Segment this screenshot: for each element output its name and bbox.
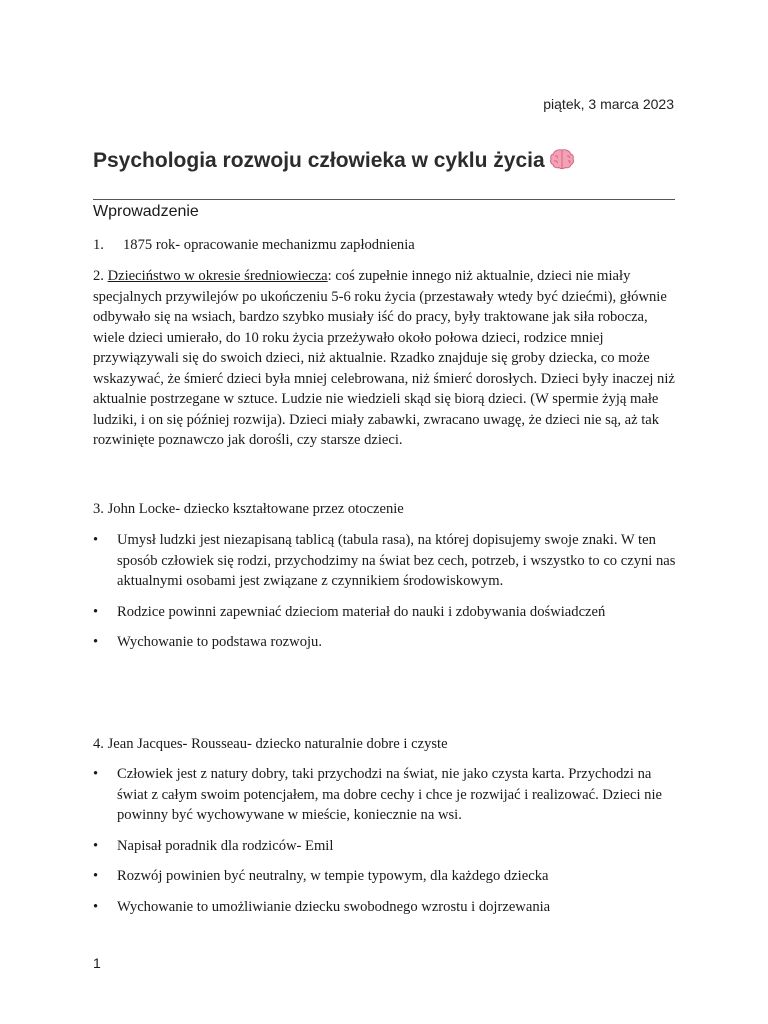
list-item-1 [93, 235, 678, 256]
bullet-icon: • [93, 634, 99, 650]
list-item-heading: Dzieciństwo w okresie średniowiecza [107, 268, 328, 284]
item-4-heading: 4. Jean Jacques- Rousseau- dziecko naturalnie dobre i czyste [93, 736, 448, 752]
list-item [93, 602, 678, 623]
date-label: piątek, 3 marca 2023 [543, 96, 674, 112]
bullet-icon: • [93, 766, 99, 782]
list-item-number: 1. [93, 237, 104, 253]
list-item [93, 836, 678, 857]
bullet-text: Napisał poradnik dla rodziców- Emil [117, 837, 334, 854]
list-item-text: 1875 rok- opracowanie mechanizmu zapłodnienia [123, 237, 415, 253]
list-item [93, 866, 678, 887]
list-item [93, 897, 678, 918]
title-divider [93, 199, 675, 200]
list-item-2 [93, 266, 678, 451]
page-title [93, 148, 575, 176]
list-item [93, 530, 678, 592]
bullet-text: Wychowanie to podstawa rozwoju. [117, 634, 322, 650]
page-title-text: Psychologia rozwoju człowieka w cyklu życia [93, 149, 545, 172]
bullet-text: Wychowanie to umożliwianie dziecku swobodnego wzrostu i dojrzewania [117, 898, 551, 915]
brain-icon [549, 148, 575, 176]
page-number: 1 [93, 955, 101, 971]
bullet-text: Rodzice powinni zapewniać dzieciom materiał do nauki i zdobywania doświadczeń [117, 603, 606, 620]
list-item-number: 2. [93, 268, 104, 284]
list-item [93, 632, 678, 653]
bullet-text: Umysł ludzki jest niezapisaną tablicą (tabula rasa), na której dopisujemy swoje znaki. W ten sposób człowiek się rodzi, przychodzimy na świat bez cech, potrzeb, i wszystko to co czyni nas aktualnymi osobami jest związane z czynnikiem środowiskowym. [117, 532, 676, 589]
bullet-icon: • [93, 603, 99, 620]
bullet-icon: • [93, 837, 99, 854]
bullet-icon: • [93, 898, 99, 915]
item-3-bullet-list [93, 530, 678, 653]
bullet-text: Rozwój powinien być neutralny, w tempie typowym, dla każdego dziecka [117, 868, 549, 884]
item-4-bullet-list [93, 764, 678, 917]
item-3-heading: 3. John Locke- dziecko kształtowane przez otoczenie [93, 501, 404, 517]
bullet-icon: • [93, 532, 99, 548]
section-heading: Wprowadzenie [93, 203, 199, 220]
bullet-icon: • [93, 868, 99, 884]
bullet-text: Człowiek jest z natury dobry, taki przychodzi na świat, nie jako czysta karta. Przychodzi na świat z całym swoim potencjałem, ma dobre cechy i chce je rozwijać i realizować. Dzieci nie powinny być wychowywane w mieście, koniecznie na wsi. [117, 766, 662, 823]
list-item-text: : coś zupełnie innego niż aktualnie, dzieci nie miały specjalnych przywilejów po ukończeniu 5-6 roku życia (przestawały wtedy być dziećmi), głównie odbywało się na wsiach, bardzo szybko musiały iść do pracy, były traktowane jak siła robocza, wiele dzieci umierało, do 10 roku życia przeżywało około połowa dzieci, rodzice mniej przywiązywali się do swoich dzieci, niż aktualnie. Rzadko znajduje się groby dziecka, co może wskazywać, że śmierć dzieci była mniej celebrowana, niż śmierć dorosłych. Dzieci były inaczej niż aktualnie postrzegane w sztuce. Ludzie nie wiedzieli skąd się biorą dzieci. (W spermie żyją małe ludziki, i on się później rozwija). Dzieci miały zabawki, zwracano uwagę, że dzieci nie są, aż tak rozwinięte poznawczo jak dorośli, czy starsze dzieci. [93, 268, 675, 448]
list-item [93, 764, 678, 826]
